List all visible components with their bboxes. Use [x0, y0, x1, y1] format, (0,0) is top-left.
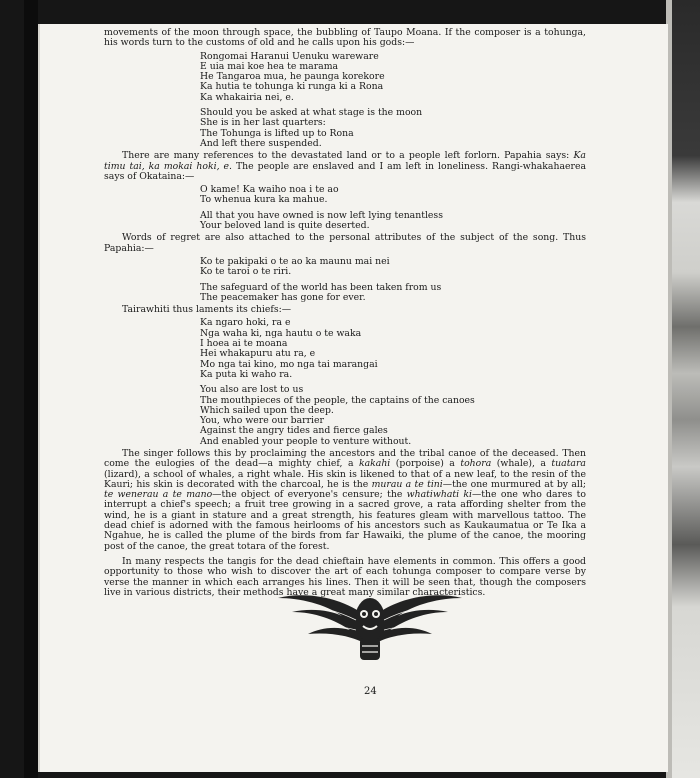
page-text	[104, 28, 586, 598]
verse-maori-2: O kame! Ka waiho noa i te ao To whenua kura ka mahue.	[200, 184, 339, 206]
verse-maori-1: Rongomai Haranui Uenuku wareware E uia mai koe hea te marama He Tangaroa mua, he paunga korekore Ka hutia te tohunga ki runga ki a Rona Ka whakairia nei, e.	[200, 50, 385, 103]
verse-english-2: All that you have owned is now left lying tenantless Your beloved land is quite deserted.	[200, 209, 443, 232]
paragraph-2: There are many references to the devastated land or to a people left forlorn. Papahia says: Ka timu tai, ka mokai hoki, e. The people are enslaved and I am left in loneliness. Rangi-whakahaerea says of Okataina:—	[104, 150, 586, 182]
page-number: 24	[364, 686, 377, 697]
verse-maori-3: Ko te pakipaki o te ao ka maunu mai nei Ko te taroi o te riri.	[200, 255, 390, 278]
binding-shadow	[24, 0, 38, 778]
verse-english-4: You also are lost to us The mouthpieces of the people, the captains of the canoes Which sailed upon the deep. You, who were our barrier Against the angry tides and fierce gales And enabled your people to venture without.	[200, 384, 475, 447]
verse-english-1: Should you be asked at what stage is the moon She is in her last quarters: The Tohunga is lifted up to Rona And left there suspended.	[200, 107, 423, 149]
paragraph-5: The singer follows this by proclaiming the ancestors and the tribal canoe of the deceased. Then come the eulogies of the dead—a mighty chief, a kakahi (porpoise) a tohora (whale), a tuatara (lizard), a school of whales, a right whale. His skin is likened to that of a new leaf, to the resin of the Kauri; his skin is decorated with the charcoal, he is the murau a te tini—the one murmured at by all; te wenerau a te mano—the object of everyone's censure; the whatiwhati ki—the one who dares to interrupt a chief's speech; a fruit tree growing in a sacred grove, a rata affording shelter from the wind, he is a giant in stature and a great strength, his features gleam with marvellous tattoo. The dead chief is adorned with the famous heirlooms of his ancestors such as Kaukaumatua or Te Ika a Ngahue, he is called the plume of the birds from far Hawaiki, the plume of the canoe, the mooring post of the canoe, the great totara of the forest.	[104, 447, 586, 552]
paragraph-6: In many respects the tangis for the dead chieftain have elements in common. This offers a good opportunity to those who wish to discover the art of each tohunga composer to compare verse by verse the manner in which each arranges his lines. Then it will be seen that, though the composers live in various districts, their methods have a great many similar characteristics.	[104, 555, 586, 598]
adjacent-page-edge	[666, 0, 700, 778]
paragraph-3: Words of regret are also attached to the personal attributes of the subject of the song. Thus Papahia:—	[104, 232, 586, 254]
verse-maori-4: Ka ngaro hoki, ra e Nga waha ki, nga hautu o te waka I hoea ai te moana Hei whakapuru atu ra, e Mo nga tai kino, mo nga tai marangai Ka puta ki waho ra.	[200, 317, 378, 380]
verse-english-3: The safeguard of the world has been taken from us The peacemaker has gone for ever.	[200, 281, 442, 303]
tiki-with-fern-fronds-icon	[270, 580, 470, 666]
paragraph-4: Tairawhiti thus laments its chiefs:—	[122, 304, 292, 316]
paragraph-1: movements of the moon through space, the bubbling of Taupo Moana. If the composer is a tohunga, his words turn to the customs of old and he calls upon his gods:—	[104, 27, 586, 49]
